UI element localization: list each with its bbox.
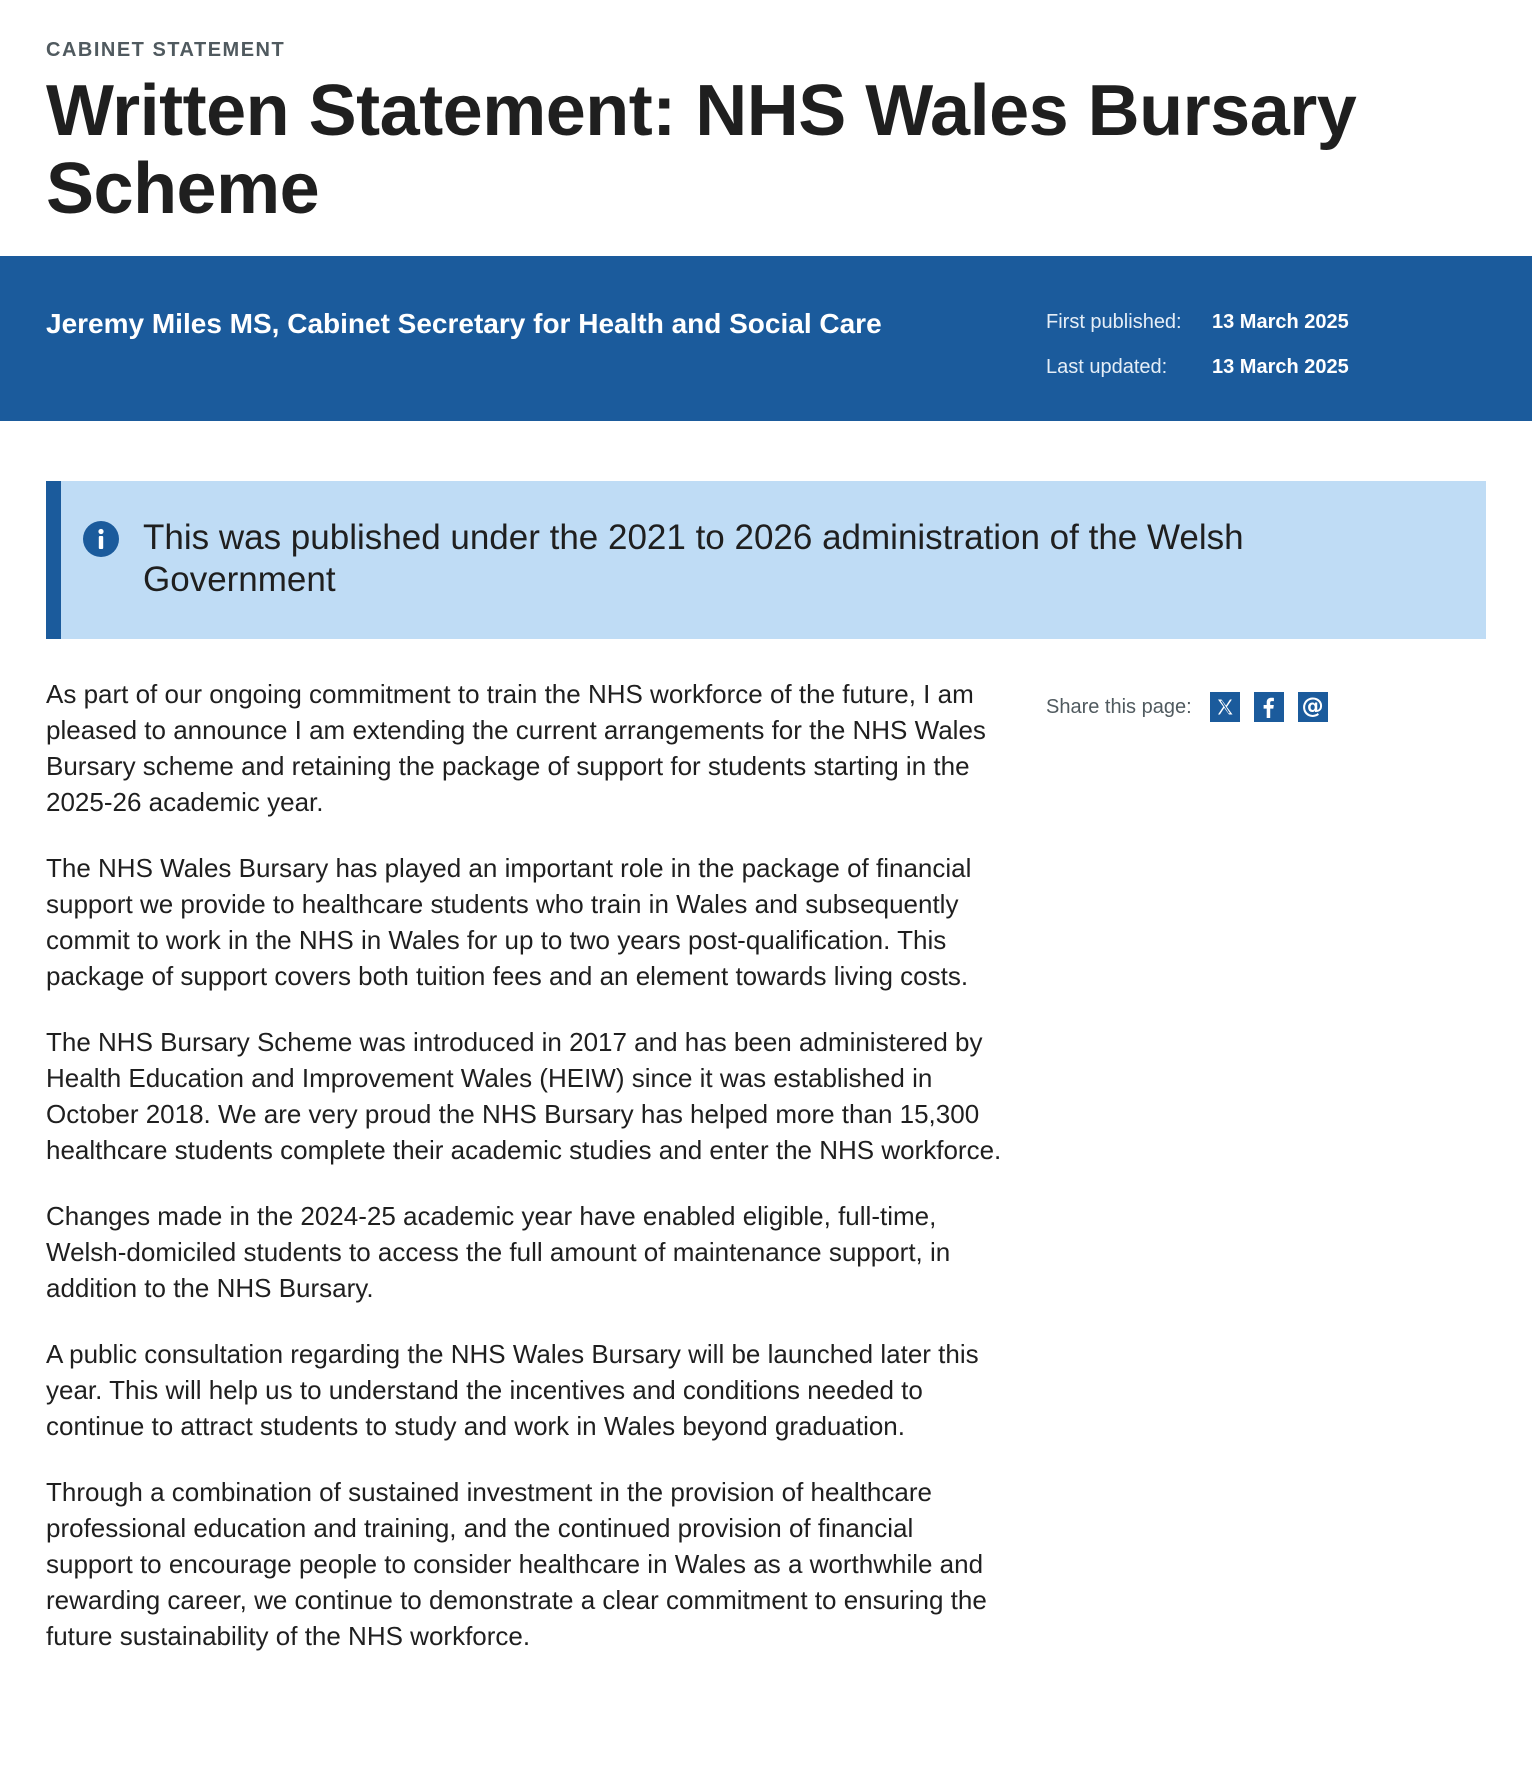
x-twitter-icon — [1215, 697, 1235, 717]
share-bar — [1046, 692, 1342, 722]
share-email-button[interactable] — [1298, 692, 1328, 722]
first-published-label: First published: — [1046, 311, 1182, 333]
facebook-icon — [1259, 696, 1279, 718]
first-published-value: 13 March 2025 — [1212, 311, 1349, 333]
share-label: Share this page: — [1046, 695, 1192, 718]
last-updated-label: Last updated: — [1046, 356, 1168, 378]
body-paragraph: Through a combination of sustained investment in the provision of healthcare professional education and training, and the continued provision of financial support to encourage people to consider healthcare in Wales as a worthwhile and rewarding career, we continue to demonstrate a clear commitment to ensuring the future sustainability of the NHS workforce. — [46, 1477, 987, 1651]
author-banner — [0, 256, 1532, 421]
first-published-row — [1046, 300, 1349, 345]
body-paragraph: A public consultation regarding the NHS Wales Bursary will be launched later this year. This will help us to understand the incentives and conditions needed to continue to attract students to study and work in Wales beyond graduation. — [46, 1339, 979, 1441]
body-paragraph: The NHS Bursary Scheme was introduced in 2017 and has been administered by Health Education and Improvement Wales (HEIW) since it was established in October 2018. We are very proud the NHS Bursary has helped more than 15,300 healthcare students complete their academic studies and enter the NHS workforce. — [46, 1027, 1002, 1165]
content-type-label: CABINET STATEMENT — [46, 39, 286, 61]
page-header — [0, 0, 1532, 229]
administration-notice — [46, 481, 1486, 639]
body-paragraph: Changes made in the 2024-25 academic year have enabled eligible, full-time, Welsh-domiciled students to access the full amount of maintenance support, in addition to the NHS Bursary. — [46, 1201, 951, 1303]
share-x-button[interactable] — [1210, 692, 1240, 722]
email-icon: @ — [1301, 694, 1324, 719]
publication-meta — [1046, 300, 1349, 390]
notice-text: This was published under the 2021 to 2026 administration of the Welsh Government — [143, 518, 1244, 599]
info-icon — [83, 521, 119, 557]
body-paragraph: As part of our ongoing commitment to train the NHS workforce of the future, I am pleased to announce I am extending the current arrangements for the NHS Wales Bursary scheme and retaining the package of support for students starting in the 2025-26 academic year. — [46, 679, 986, 817]
last-updated-row — [1046, 345, 1349, 390]
statement-body — [46, 676, 1006, 1684]
body-paragraph: The NHS Wales Bursary has played an important role in the package of financial support we provide to healthcare students who train in Wales and subsequently commit to work in the NHS in Wales for up to two years post-qualification. This package of support covers both tuition fees and an element towards living costs. — [46, 853, 972, 991]
last-updated-value: 13 March 2025 — [1212, 356, 1349, 378]
page-title: Written Statement: NHS Wales Bursary Scheme — [46, 71, 1357, 229]
share-facebook-button[interactable] — [1254, 692, 1284, 722]
author-name: Jeremy Miles MS, Cabinet Secretary for Health and Social Care — [46, 308, 882, 339]
